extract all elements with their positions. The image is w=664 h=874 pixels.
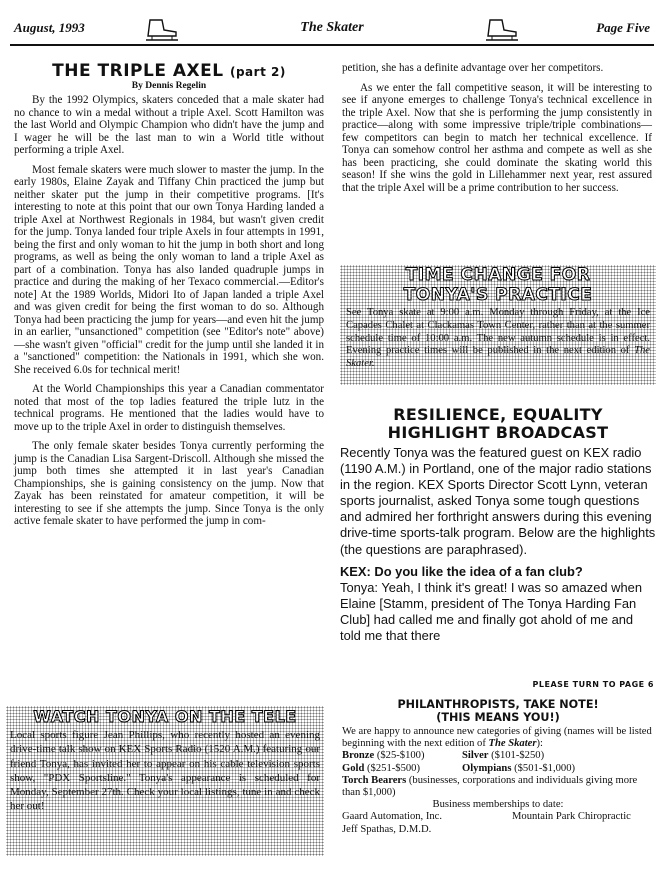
philanthropy-title-1: PHILANTHROPISTS, TAKE NOTE!	[397, 698, 599, 711]
article-continued: As we enter the fall competitive season, it will be interesting to see if anyone emerges to challenge Tonya's technical excellence in the triple Axel. Now that she is performing the jump consistently in practice—along with some impressive triple/triple combinations—few competitors can begin to match her technical excellence. If Tonya can somehow control her asthma and compete as well as she has been practicing, she could dominate the skating world this season! If she wins the gold in Lillehammer next year, rest assured that the triple Axel will be a prime contribution to her success.	[342, 81, 652, 194]
article-paragraph: By the 1992 Olympics, skaters conceded that a male skater had no chance to win a medal without a triple Axel. Scott Hamilton was the last World and Olympic Champion who didn't have the jump and I wager he will be the last man to win a World title without performing a triple Axel.	[14, 94, 324, 156]
article-paragraph: The only female skater besides Tonya currently performing the jump is the Canadian Lisa Sargent-Driscoll. Although she missed the jump both times she attempted it in last year's Canadian Championships, she is gaining consistency on the jump. Now that Zayak has been reinstated for amateur competition, it will be interesting to see if she attempts the jump. Since Tonya is the only active female skater to have performed the jump in com-	[14, 440, 324, 527]
skate-icon	[482, 18, 522, 42]
practice-box	[340, 265, 656, 385]
article-continued: petition, she has a definite advantage over her competitors.	[342, 62, 604, 74]
broadcast-article	[340, 406, 656, 644]
broadcast-intro: Recently Tonya was the featured guest on KEX radio (1190 A.M.) in Portland, one of the major radio stations in the region. KEX Sports Director Scott Lynn, veteran sports journalist, asked Tonya some tough questions and admired her forthright answers during this evening drive-time sports-talk program. Below are the highlights (the questions are paraphrased).	[340, 445, 656, 557]
torch-bearers: Torch Bearers (businesses, corporations and individuals giving more than $1,000)	[342, 774, 638, 799]
article-byline: By Dennis Regelin	[131, 81, 207, 91]
newsletter-name: The Skater	[300, 20, 364, 35]
page-header	[10, 18, 654, 46]
giving-levels-row: Gold ($251-$500) Olympians ($501-$1,000)	[342, 762, 576, 774]
philanthropy-intro: We are happy to announce new categories of giving (names will be listed beginning with the next edition of The Skater):	[342, 726, 652, 750]
member-name: Mountain Park Chiropractic	[512, 811, 631, 823]
tele-box-text: Local sports figure Jean Phillips, who recently hosted an evening drive-time talk show on KEX Sports Radio (1520 A.M.) featuring our friend Tonya, has invited her to appear on his cable television sports show, "PDX Sportsline." Tonya's appearance is scheduled for Monday, September 27th. Check your local listings, tune in and check her out!	[10, 729, 320, 813]
tele-box	[6, 706, 324, 856]
issue-date: August, 1993	[14, 20, 85, 35]
member-row	[342, 811, 654, 823]
article-paragraph: Most female skaters were much slower to master the jump. In the early 1980s, Elaine Zayak and Tiffany Chin practiced the jump but neither skater put the jump in their competitive programs. [It's interesting to note at this point that our own Tonya Harding landed a triple Axel at Northwest Regionals in 1984, but wasn't given credit for the jump. Tonya landed four triple Axels in four attempts in 1991, being the first and only woman to hit the jump in both short and long programs, as well as being the only woman to land a triple Axel as part of a combination. Tonya has also landed quadruple jumps in practice and during the making of her Texaco commercial.—Editor's note] At the 1989 Worlds, Midori Ito of Japan landed a triple Axel and was given credit for being the first woman to do so. Although Tonya had been practicing the jump for years—and even hit the jump in an earlier, "unsanctioned" competition (see "Editor's note" above)—she wasn't given "official" credit for the jump until she landed it in a "sanctioned" competition: the Nationals in 1991, which she won. She received 6.0s for technical merit!	[14, 163, 324, 376]
member-name: Jeff Spathas, D.M.D.	[342, 823, 432, 835]
article-paragraph: At the World Championships this year a Canadian commentator noted that most of the top ladies featured the triple lutz in the technical programs. He mentioned that the ladies would have to move up to the triple Axel in order to distinguish themselves.	[14, 383, 324, 433]
philanthropy-title-2: (THIS MEANS YOU!)	[436, 711, 560, 724]
practice-box-title-1: TIME CHANGE FOR	[405, 265, 591, 285]
broadcast-question: KEX: Do you like the idea of a fan club?	[340, 563, 583, 579]
page-number: Page Five	[596, 20, 650, 35]
broadcast-title-1: RESILIENCE, EQUALITY	[393, 405, 603, 424]
broadcast-answer: Tonya: Yeah, I think it's great! I was so amazed when Elaine [Stamm, president of The Tonya Harding Fan Club] had called me and finally got ahold of me and told me that there	[340, 579, 642, 644]
tele-box-title: WATCH TONYA ON THE TELE	[33, 707, 297, 726]
practice-box-text: See Tonya skate at 9:00 a.m. Monday through Friday, at the Ice Capades Chalet at Clackamas Town Center, rather than at the summer schedule time of 10:00 a.m. The new autumn schedule is in effect. Evening practice times will be published in the next edition of The Skater.	[346, 307, 650, 370]
continued-note: PLEASE TURN TO PAGE 6	[532, 680, 654, 689]
giving-levels-row: Bronze ($25-$100) Silver ($101-$250)	[342, 750, 545, 762]
article-title: THE TRIPLE AXEL (part 2)	[52, 61, 286, 81]
broadcast-title-2: HIGHLIGHT BROADCAST	[387, 423, 609, 442]
article-column-right	[342, 62, 652, 194]
philanthropy-box	[342, 698, 654, 836]
member-name: Gaard Automation, Inc.	[342, 811, 443, 823]
article-column-left	[14, 56, 324, 528]
business-heading: Business memberships to date:	[432, 799, 564, 811]
practice-box-title-2: TONYA'S PRACTICE	[403, 285, 593, 305]
